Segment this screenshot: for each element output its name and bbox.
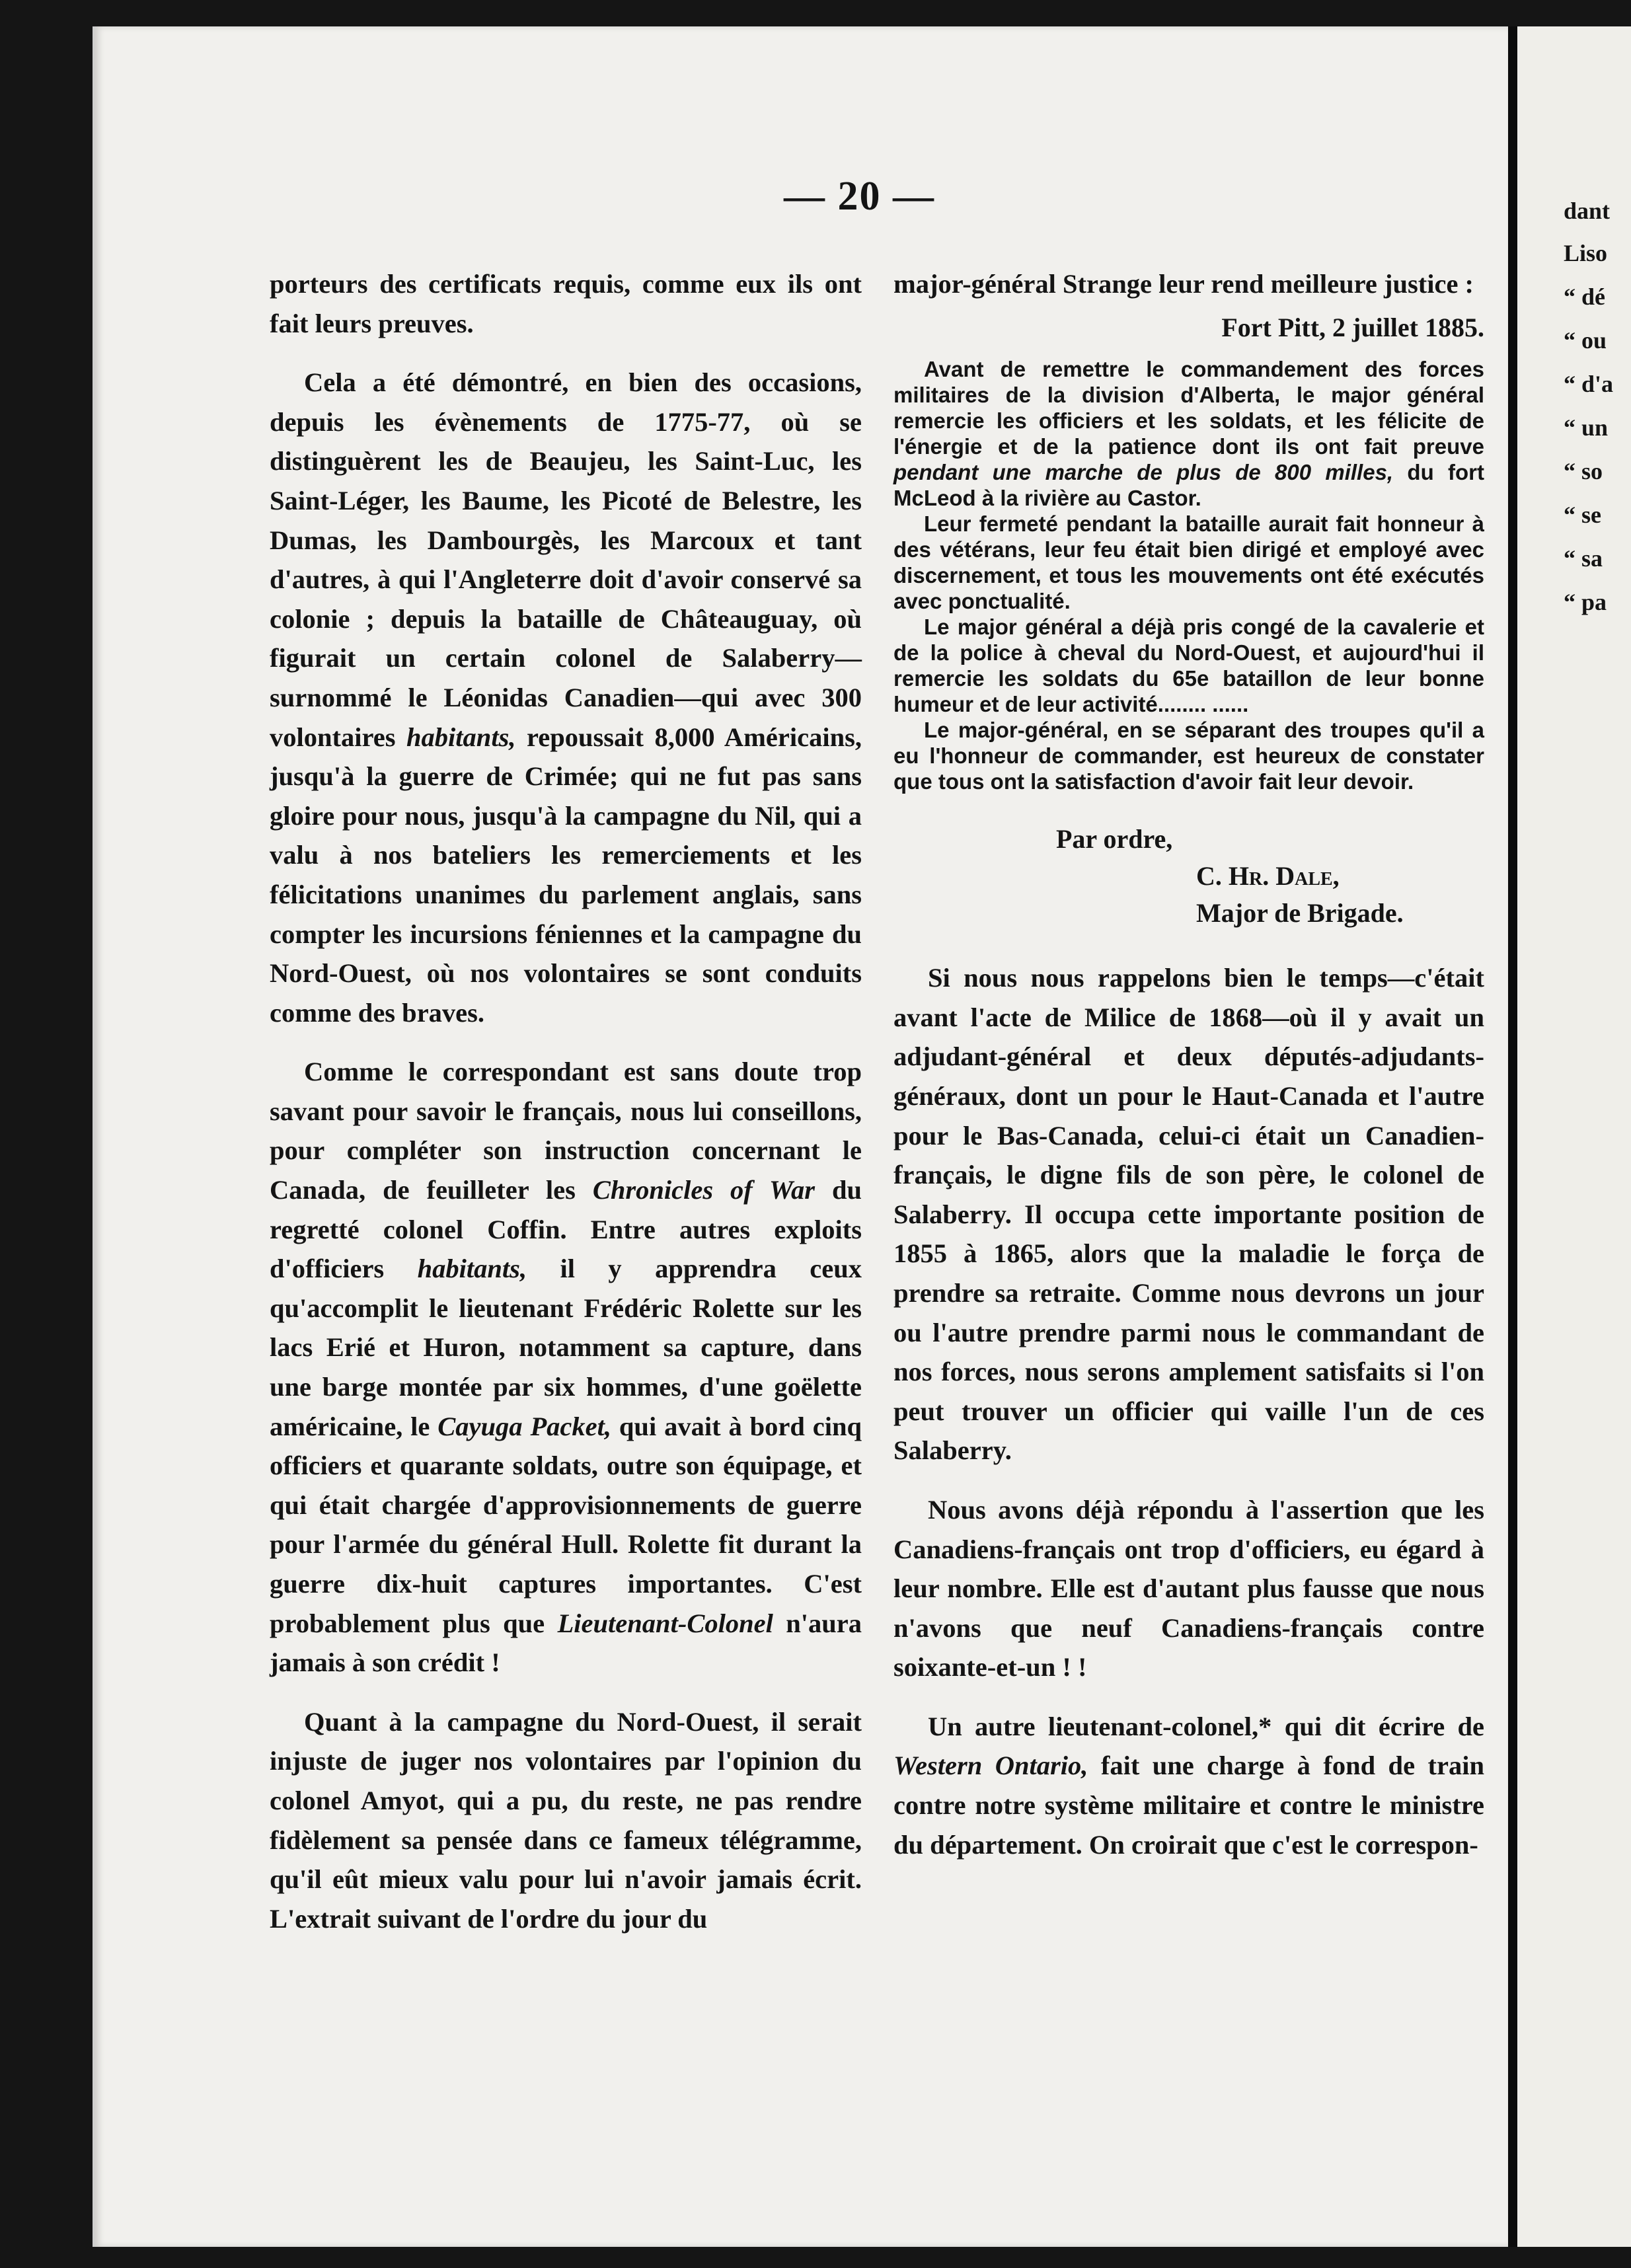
- order-of-the-day: [893, 356, 1484, 794]
- dateline: Fort Pitt, 2 juillet 1885.: [1221, 312, 1484, 342]
- paragraph-text: repoussait 8,000 Américains, jusqu'à la guerre de Crimée; qui ne fut pas sans gloire pour nous, jusqu'à la campagne du Nil, qui a valu à nos bateliers les remerciements et les félicitations unanimes du parlement anglais, sans compter les incursions féniennes et la campagne du Nord-Ouest, où nos volontaires se sont conduits comme des braves.: [270, 722, 862, 1028]
- adjacent-fragment: “ so: [1564, 458, 1603, 484]
- order-paragraph: [893, 717, 1484, 794]
- paragraph-text: Un autre lieutenant-colonel,* qui dit écrire de: [928, 1711, 1484, 1741]
- paragraph: [270, 1702, 862, 1939]
- adjacent-fragment: “ pa: [1564, 589, 1607, 615]
- paragraph-text: n'aura jamais à son crédit !: [270, 1608, 862, 1678]
- paragraph-text: fait une charge à fond de train contre notre système militaire et contre le ministre du département. On croirait que c'est le correspon-: [893, 1751, 1484, 1860]
- adjacent-fragment: “ se: [1564, 502, 1601, 528]
- paragraph: [893, 1707, 1484, 1864]
- left-column: [270, 264, 862, 1938]
- paragraph: [270, 363, 862, 1032]
- order-paragraph: [893, 614, 1484, 717]
- paragraph-text: Si nous nous rappelons bien le temps—c'était avant l'acte de Milice de 1868—où il y avait un adjudant-général et deux députés-adjudants-généraux, dont un pour le Haut-Canada et l'autre pour le Bas-Canada, celui-ci était un Canadien-français, le digne fils de son père, le colonel de Salaberry. Il occupa cette importante position de 1855 à 1865, alors que la maladie le força de prendre sa retraite. Comme nous devrons un jour ou l'autre prendre parmi nous le commandant de nos forces, nous serons amplement satisfaits si l'on peut trouver un officier qui vaille l'un de ces Salaberry.: [893, 963, 1484, 1466]
- page-gutter: [1508, 26, 1517, 2247]
- adjacent-fragment: Liso: [1564, 240, 1608, 266]
- signature-par-ordre: Par ordre,: [1056, 824, 1173, 854]
- adjacent-fragment: “ sa: [1564, 545, 1603, 572]
- signature-block: [893, 821, 1484, 932]
- paragraph: [893, 958, 1484, 1470]
- adjacent-fragment: “ d'a: [1564, 371, 1614, 397]
- order-paragraph: [893, 356, 1484, 511]
- signature-rank: Major de Brigade.: [1196, 898, 1404, 928]
- adjacent-fragment: “ un: [1564, 414, 1609, 441]
- paragraph: [893, 264, 1484, 304]
- italic-text: Western Ontario,: [893, 1751, 1088, 1781]
- italic-text: Chronicles of War: [592, 1175, 816, 1205]
- italic-text: habitants,: [406, 722, 516, 752]
- order-text: Le major général a déjà pris congé de la cavalerie et de la police à cheval du Nord-Ouest, et aujourd'hui il remercie les soldats du 65e bataillon de leur bonne humeur et de leur activité........ ......: [893, 615, 1484, 717]
- paragraph: [270, 1052, 862, 1682]
- italic-text: pendant une marche de plus de 800 milles,: [893, 460, 1394, 485]
- paragraph-text: Comme le correspondant est sans doute trop savant pour savoir le français, nous lui conseillons, pour compléter son instruction concernant le Canada, de feuilleter les: [270, 1057, 862, 1205]
- paragraph-text: major-général Strange leur rend meilleure justice :: [893, 269, 1474, 299]
- order-text: Avant de remettre le commandement des forces militaires de la division d'Alberta, le major général remercie les officiers et les soldats, et les félicite de l'énergie et de la patience dont ils ont fait preuve: [893, 357, 1484, 459]
- order-text: Leur fermeté pendant la bataille aurait fait honneur à des vétérans, leur feu était bien dirigé et employé avec discernement, et tous les mouvements ont été exécutés avec ponctualité.: [893, 511, 1484, 614]
- paragraph: [270, 264, 862, 343]
- italic-text: Lieutenant-Colonel: [557, 1608, 773, 1638]
- order-text: Le major-général, en se séparant des troupes qu'il a eu l'honneur de commander, est heureux de constater que tous ont la satisfaction d'avoir fait leur devoir.: [893, 718, 1484, 794]
- paragraph-text: il y apprendra ceux qu'accomplit le lieutenant Frédéric Rolette sur les lacs Erié et Huron, notamment sa capture, dans une barge montée par six hommes, d'une goëlette américaine, le: [270, 1254, 862, 1441]
- adjacent-fragment: “ dé: [1564, 284, 1605, 310]
- italic-text: habitants,: [417, 1254, 527, 1284]
- paragraph-text: Cela a été démontré, en bien des occasions, depuis les évènements de 1775-77, où se distinguèrent les de Beaujeu, les Saint-Luc, les Saint-Léger, les Baume, les Picoté de Belestre, les Dumas, les Dambourgès, les Marcoux et tant d'autres, à qui l'Angleterre doit d'avoir conservé sa colonie ; depuis la bataille de Châteauguay, où figurait un certain colonel de Salaberry—surnommé le Léonidas Canadien—qui avec 300 volontaires: [270, 367, 862, 752]
- order-text: du fort McLeod à la rivière au Castor.: [893, 460, 1484, 511]
- order-paragraph: [893, 511, 1484, 614]
- paragraph-text: Quant à la campagne du Nord-Ouest, il serait injuste de juger nos volontaires par l'opinion du colonel Amyot, qui a pu, du reste, ne pas rendre fidèlement sa pensée dans ce fameux télégramme, qu'il eût mieux valu pour lui n'avoir jamais écrit. L'extrait suivant de l'ordre du jour du: [270, 1706, 862, 1934]
- adjacent-fragment: “ ou: [1564, 327, 1607, 354]
- paragraph-text: Nous avons déjà répondu à l'assertion que les Canadiens-français ont trop d'officiers, eu égard à leur nombre. Elle est d'autant plus fausse que nous n'avons que neuf Canadiens-français contre soixante-et-un ! !: [893, 1494, 1484, 1682]
- paragraph: [893, 1490, 1484, 1687]
- paragraph-text: qui avait à bord cinq officiers et quarante soldats, outre son équipage, et qui était chargée d'approvisionnements de guerre pour l'armée du général Hull. Rolette fit durant la guerre dix-huit captures importantes. C'est probablement plus que: [270, 1411, 862, 1638]
- paragraph-text: porteurs des certificats requis, comme eux ils ont fait leurs preuves.: [270, 269, 862, 338]
- right-column: [893, 264, 1484, 1864]
- signature-name: C. Hr. Dale,: [1196, 861, 1340, 891]
- adjacent-page-edge: [1517, 26, 1631, 2247]
- adjacent-fragment: dant: [1564, 198, 1611, 224]
- paragraph-text: du regretté colonel Coffin. Entre autres exploits d'officiers: [270, 1175, 862, 1284]
- italic-text: Cayuga Packet,: [437, 1411, 612, 1441]
- page-number: — 20 —: [784, 174, 935, 219]
